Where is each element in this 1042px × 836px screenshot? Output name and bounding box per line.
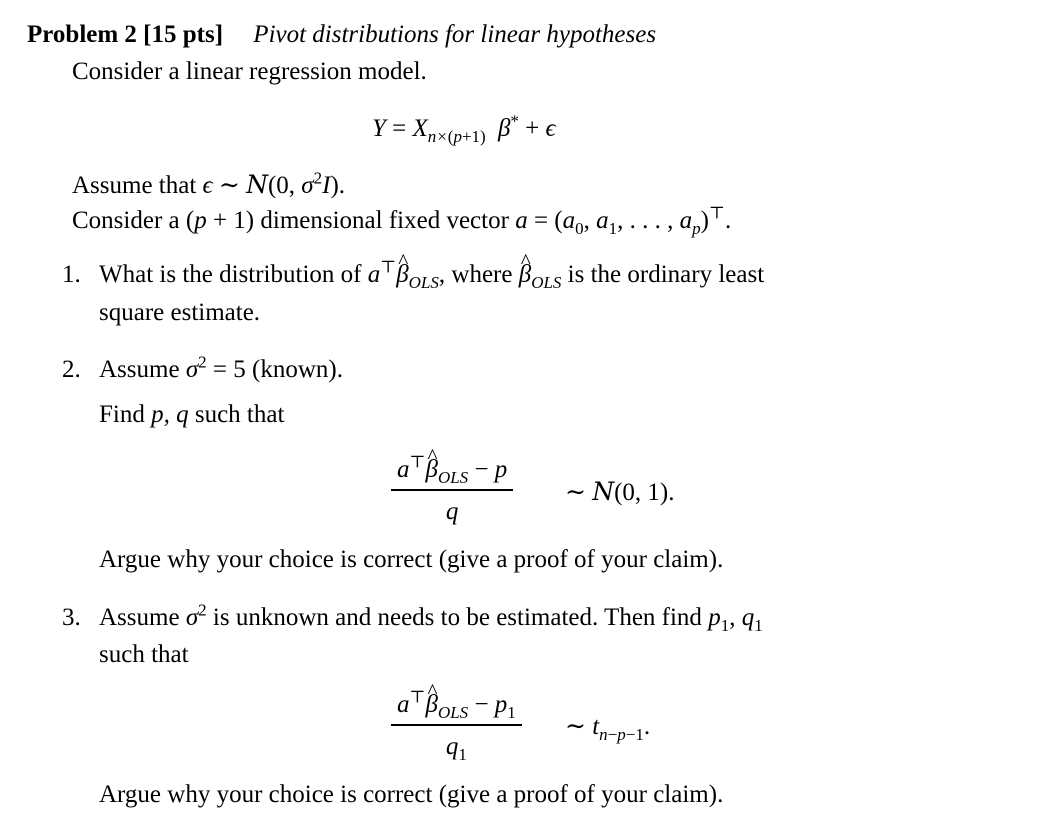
item-1-text-c: is the ordinary least: [567, 261, 765, 288]
vector-prefix: Consider a: [72, 207, 180, 234]
item-3-pivot-denominator: $q_1$: [445, 732, 467, 764]
assume-prefix: Assume that: [72, 172, 197, 199]
item-2-argue: Argue why your choice is correct (give a proof of your claim).: [99, 546, 724, 573]
item-3-number: 3.: [62, 604, 81, 631]
item-2-find: Find: [99, 401, 145, 428]
item-1-text-a: What is the distribution of: [99, 261, 362, 288]
item-2-text-a: Assume: [99, 356, 180, 383]
item-3-pivot-distribution: ∼ $t_{n-p-1}$.: [565, 713, 651, 744]
problem-heading: Problem 2 [15 pts]: [27, 21, 224, 48]
item-2-such-that: such that: [194, 401, 285, 428]
item-1-text-b: where: [451, 261, 513, 288]
item-2-text-b: = 5 (known).: [212, 356, 343, 383]
intro-line: Consider a linear regression model.: [72, 58, 427, 85]
model-equation: $Y = X_{n\times(p+1)}$ β* + ϵ: [372, 111, 556, 146]
item-2-number: 2.: [62, 356, 81, 383]
item-3-text-a: Assume: [99, 604, 180, 631]
item-3-pivot-numerator: a⊤^ $\beta_{OLS} - p_1$: [391, 690, 522, 724]
vector-line: Consider a (p + 1) dimensional fixed vector $a = (a_0$, $a_1$, . . . , $a_p)^⊤$.: [72, 203, 732, 238]
item-2-pivot-distribution: ∼ N(0, 1).: [565, 477, 675, 506]
item-2-line1: Assume $\sigma^2 = 5$ (known).: [99, 352, 343, 383]
item-2-pivot-denominator: q: [445, 497, 459, 525]
item-3-line1: Assume $\sigma^2$ is unknown and needs to be estimated. Then find $p_1$, $q_1$: [99, 600, 763, 635]
item-2-pivot-sub: p: [494, 456, 508, 483]
problem-heading-row: [27, 20, 656, 50]
assume-line: Assume that ϵ ∼ N(0, $\sigma^2I$).: [72, 168, 346, 199]
problem-title: Pivot distributions for linear hypotheses: [253, 21, 657, 48]
item-3-line2: such that: [99, 641, 189, 668]
item-1-line2: square estimate.: [99, 299, 261, 326]
item-3-pivot-fraction: [391, 687, 522, 764]
item-2-line2: Find p, q such that: [99, 401, 285, 428]
item-1-line1: What is the distribution of a⊤^ $\beta_{OLS}$, where ^ $\beta_{OLS}$ is the ordinary least: [99, 260, 764, 290]
vector-mid: dimensional fixed vector: [260, 207, 509, 234]
item-1-number: 1.: [62, 261, 81, 288]
item-3-text-b: is unknown and needs to be estimated. Then find: [212, 604, 702, 631]
item-2-pivot-fraction: [391, 452, 513, 527]
item-2-pivot-numerator: a⊤^ $\beta_{OLS} - p$: [391, 455, 513, 489]
item-3-argue: Argue why your choice is correct (give a proof of your claim).: [99, 781, 724, 808]
